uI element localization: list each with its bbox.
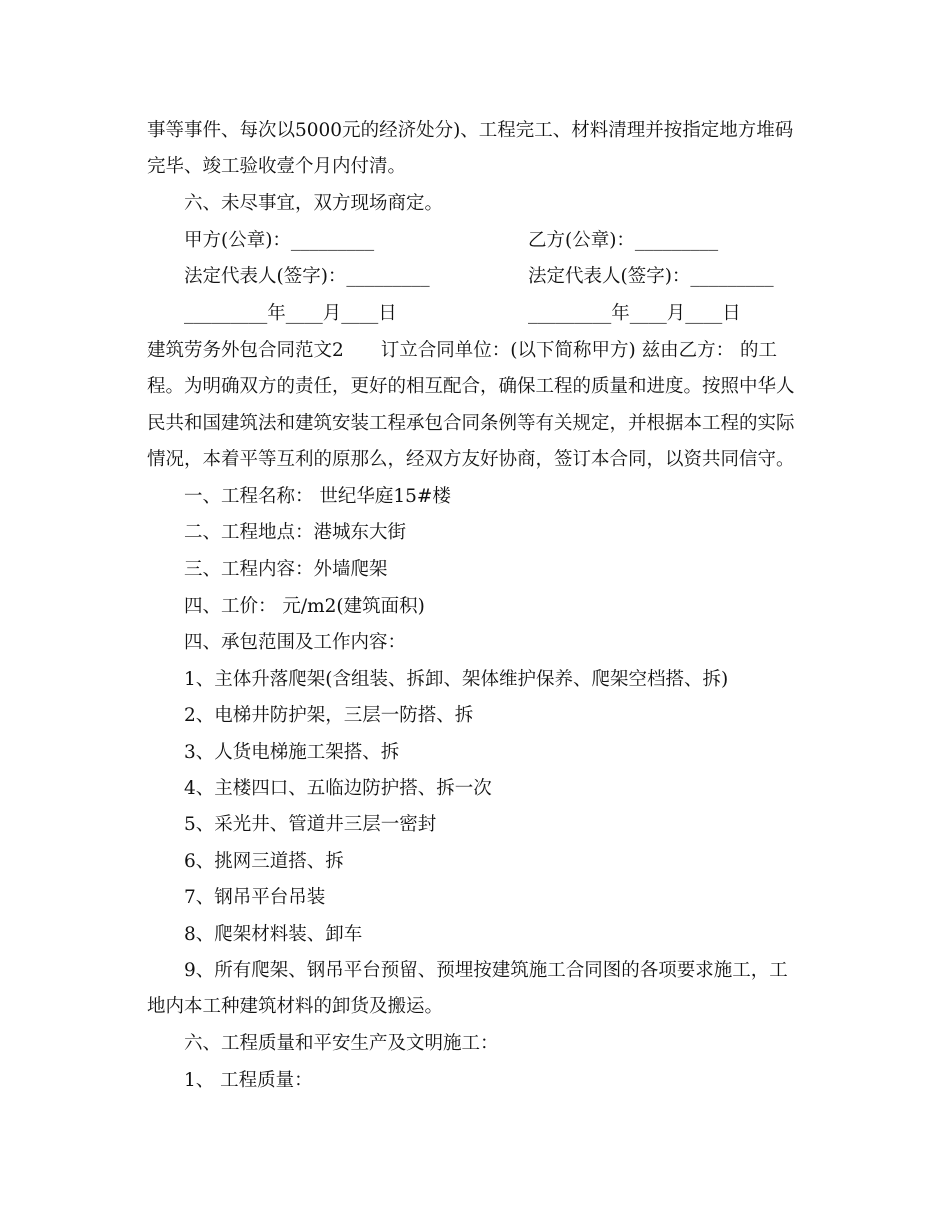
list-item: 四、工价： 元/m2(建筑面积) xyxy=(184,596,425,617)
list-item: 5、采光井、管道井三层一密封 xyxy=(184,814,437,835)
list-item: 8、爬架材料装、卸车 xyxy=(184,924,363,945)
signature-rep-b: 法定代表人(签字)：_________ xyxy=(528,266,774,287)
contract2-line: 情况，本着平等互利的原那么，经双方友好协商，签订本合同，以资共同信守。 xyxy=(147,449,795,470)
signature-date-a: _________年____月____日 xyxy=(184,303,397,324)
text-line: 完毕、竣工验收壹个月内付清。 xyxy=(147,156,407,177)
signature-party-a: 甲方(公章)：_________ xyxy=(184,230,375,251)
signature-rep-a: 法定代表人(签字)：_________ xyxy=(184,266,430,287)
list-item: 4、主楼四口、五临边防护搭、拆一次 xyxy=(184,778,492,799)
list-item: 1、主体升落爬架(含组装、拆卸、架体维护保养、爬架空档搭、拆) xyxy=(184,669,729,690)
list-item: 9、所有爬架、钢吊平台预留、预埋按建筑施工合同图的各项要求施工，工 xyxy=(184,960,788,981)
list-item: 7、钢吊平台吊装 xyxy=(184,887,326,908)
list-item: 1、 工程质量： xyxy=(184,1070,313,1091)
list-item: 6、挑网三道搭、拆 xyxy=(184,851,344,872)
signature-party-b: 乙方(公章)：_________ xyxy=(528,230,719,251)
list-item: 3、人货电梯施工架搭、拆 xyxy=(184,742,400,763)
list-item: 二、工程地点：港城东大街 xyxy=(184,522,407,543)
signature-date-b: _________年____月____日 xyxy=(528,303,741,324)
text-line: 六、未尽事宜，双方现场商定。 xyxy=(184,193,444,214)
list-item: 一、工程名称： 世纪华庭15#楼 xyxy=(184,486,451,507)
contract2-line: 程。为明确双方的责任，更好的相互配合，确保工程的质量和进度。按照中华人 xyxy=(147,376,795,397)
list-item: 四、承包范围及工作内容： xyxy=(184,632,407,653)
list-item: 2、电梯井防护架，三层一防搭、拆 xyxy=(184,705,474,726)
list-item-continuation: 地内本工种建筑材料的卸货及搬运。 xyxy=(147,996,444,1017)
contract2-line: 民共和国建筑法和建筑安装工程承包合同条例等有关规定，并根据本工程的实际 xyxy=(147,413,795,434)
contract2-line: 建筑劳务外包合同范文2 订立合同单位：(以下简称甲方) 兹由乙方： 的工 xyxy=(147,340,777,361)
text-line: 事等事件、每次以5000元的经济处分)、工程完工、材料清理并按指定地方堆码 xyxy=(147,120,794,141)
section-heading: 六、工程质量和平安生产及文明施工： xyxy=(184,1033,499,1054)
list-item: 三、工程内容：外墙爬架 xyxy=(184,559,388,580)
